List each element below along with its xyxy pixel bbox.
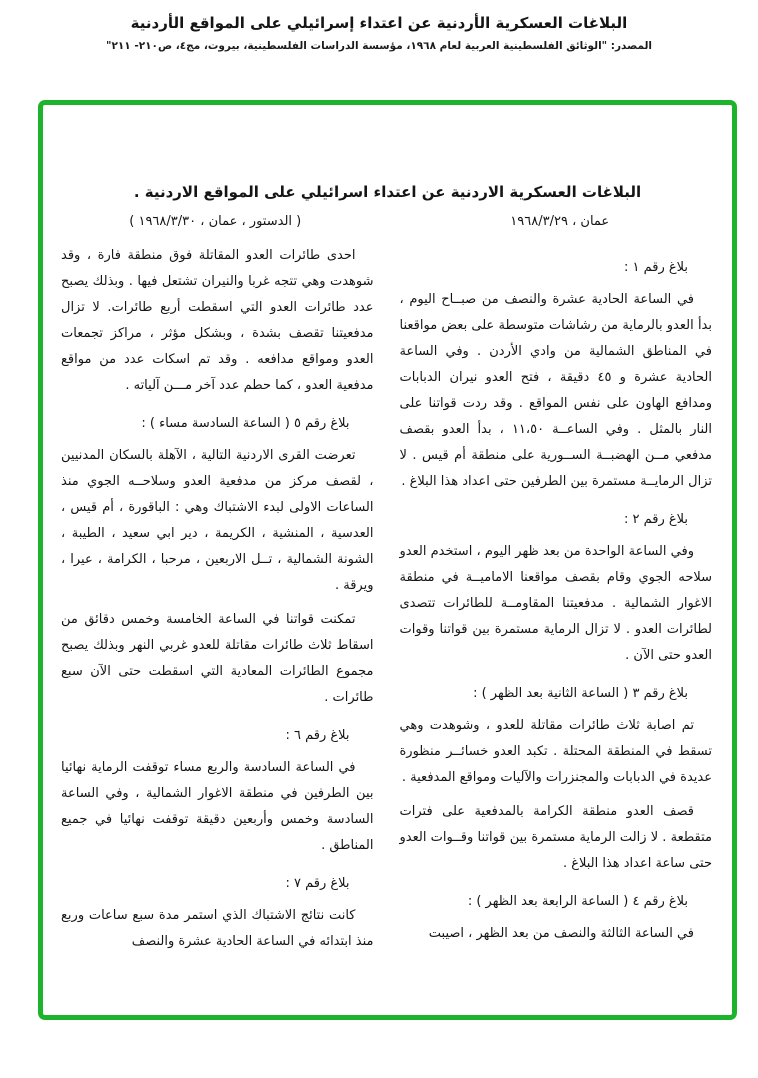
- communique-paragraph: في الساعة الحادية عشرة والنصف من صبــاح اليوم ، بدأ العدو بالرماية من رشاشات متوسطة على بعض مواقعنا في المناطق الشمالية من وادي الأردن . وفي الساعة الحادية عشرة و ٤٥ دقيقة ، فتح العدو نيران الدبابات ومدافع الهاون على نفس المواقع . وقد ردت قواتنا على النار بالمثل . وفي الساعــة ١١،٥٠ ، بدأ العدو بقصف مدفعي مــن الهضبــة الســورية على منطقة أم قيس . لا تزال الرمايــة مستمرة بين الطرفين حتى اعداد هذا البلاغ .: [399, 292, 712, 489]
- dateline-row: [43, 214, 732, 229]
- communique-paragraph: احدى طائرات العدو المقاتلة فوق منطقة فارة ، وقد شوهدت وهي تتجه غربا والنيران تشتعل فيها . وبذلك يصبح عدد طائرات العدو التي اسقطت أربع طائرات. لا تزال مدفعيتنا تقصف بشدة ، وبشكل مؤثر ، مراكز تجمعات العدو ومواقع مدافعه . وقد تم اسكات عدد من مواقع مدفعية العدو ، كما حطم عدد آخر مـــن آلياته .: [61, 248, 374, 393]
- communique-heading: بلاغ رقم ٧ :: [285, 876, 350, 891]
- dateline-amman: عمان ، ١٩٦٨/٣/٢٩: [510, 214, 610, 229]
- dateline-addustour: ( الدستور ، عمان ، ١٩٦٨/٣/٣٠ ): [129, 214, 302, 229]
- column-left: [61, 243, 374, 963]
- column-right: [400, 243, 713, 963]
- page-header: [0, 0, 758, 52]
- communique-paragraph: تعرضت القرى الاردنية التالية ، الآهلة بالسكان المدنيين ، لقصف مركز من مدفعية العدو وسلاحــه الجوي منذ الساعات الاولى لبدء الاشتباك وهي : الباقورة ، أم قيس ، العدسية ، المنشية ، الكريمة ، دير ابي سعيد ، الطيبة ، الشونة الشمالية ، تــل الاربعين ، مرحبا ، الكرامة ، عيرا ، ويرقة .: [61, 448, 374, 593]
- communique-heading: بلاغ رقم ٥ ( الساعة السادسة مساء ) :: [141, 416, 350, 431]
- frame-title: البلاغات العسكرية الاردنية عن اعتداء اسرائيلي على المواقع الاردنية .: [133, 183, 642, 201]
- communique-paragraph: في الساعة الثالثة والنصف من بعد الظهر ، اصيبت: [428, 926, 694, 941]
- communique-paragraph: قصف العدو منطقة الكرامة بالمدفعية على فترات متقطعة . لا زالت الرماية مستمرة بين قواتنا وقــوات العدو حتى ساعة اعداد هذا البلاغ .: [399, 804, 712, 871]
- communique-heading: بلاغ رقم ١ :: [623, 260, 688, 275]
- communique-heading: بلاغ رقم ٢ :: [623, 512, 688, 527]
- communique-paragraph: وفي الساعة الواحدة من بعد ظهر اليوم ، استخدم العدو سلاحه الجوي وقام بقصف مواقعنا الاماميــة في منطقة الاغوار الشمالية . مدفعيتنا المقاومــة للطائرات تتصدى لطائرات العدو . لا تزال الرماية مستمرة بين قواتنا وقوات العدو حتى الآن .: [399, 544, 712, 663]
- text-columns: [43, 229, 732, 963]
- communique-paragraph: في الساعة السادسة والربع مساء توقفت الرماية نهائيا بين الطرفين في منطقة الاغوار الشمالية ، وفي الساعة السادسة وخمس وأربعين دقيقة توقفت نهائيا في جميع المناطق .: [61, 760, 374, 853]
- communique-paragraph: كانت نتائج الاشتباك الذي استمر مدة سبع ساعات وربع منذ ابتدائه في الساعة الحادية عشرة والنصف: [61, 908, 374, 949]
- source-citation: المصدر: "الوثائق الفلسطينية العربية لعام ١٩٦٨، مؤسسة الدراسات الفلسطينية، بيروت، مج٤، ص٢١٠- ٢١١": [105, 40, 653, 52]
- communique-heading: بلاغ رقم ٦ :: [285, 728, 350, 743]
- communique-paragraph: تمكنت قواتنا في الساعة الخامسة وخمس دقائق من اسقاط ثلاث طائرات مقاتلة للعدو غربي النهر وبذلك يصبح مجموع الطائرات المعادية التي اسقطت حتى الآن سبع طائرات .: [61, 612, 374, 705]
- communique-paragraph: تم اصابة ثلاث طائرات مقاتلة للعدو ، وشوهدت وهي تسقط في المنطقة المحتلة . تكبد العدو خسائــر منظورة عديدة في الدبابات والمجنزرات والآليات ومواقع المدفعية .: [399, 718, 712, 785]
- document-title: البلاغات العسكرية الأردنية عن اعتداء إسرائيلي على المواقع الأردنية: [130, 14, 628, 32]
- communique-frame: [38, 100, 737, 1020]
- communique-heading: بلاغ رقم ٣ ( الساعة الثانية بعد الظهر ) :: [473, 686, 688, 701]
- communique-heading: بلاغ رقم ٤ ( الساعة الرابعة بعد الظهر ) :: [467, 894, 688, 909]
